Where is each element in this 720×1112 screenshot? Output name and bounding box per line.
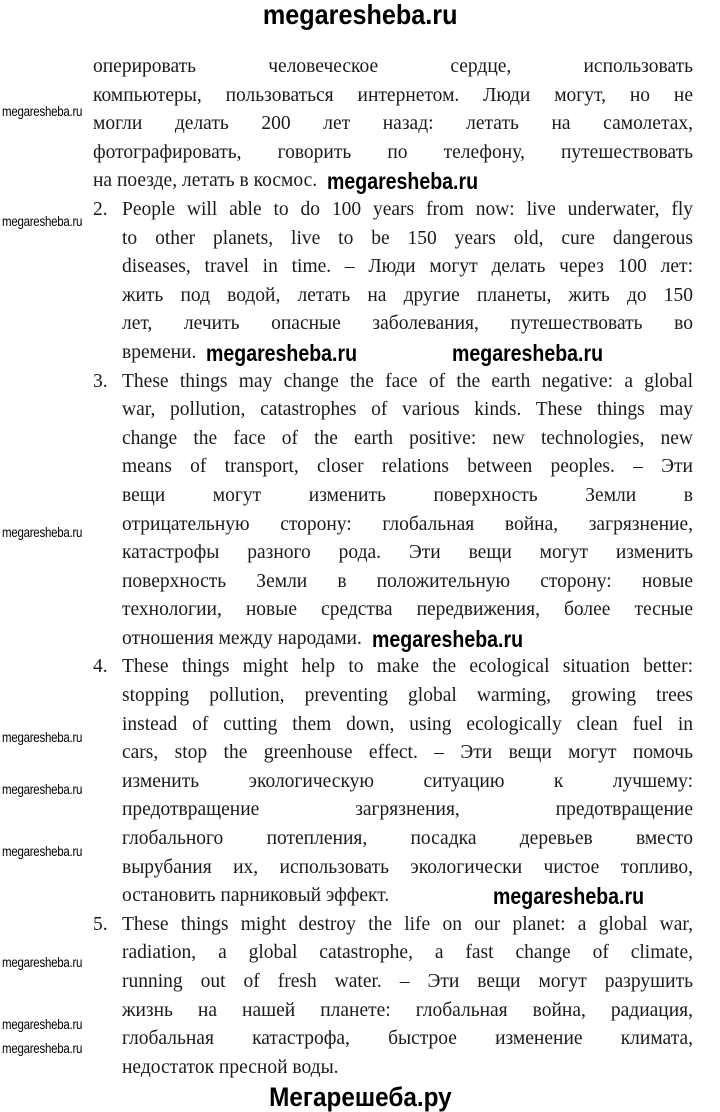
watermark: megaresheba.ru (2, 729, 83, 745)
text-line: diseases, travel in time. – Люди могут делать через 100 лет: (122, 256, 693, 278)
text-line: фотографировать, говорить по телефону, путешествовать (93, 141, 693, 163)
text-line: вещи могут изменить поверхность Земли в (122, 484, 693, 506)
list-item (93, 911, 693, 1083)
text-line: stopping pollution, preventing global warming, growing trees (122, 685, 693, 707)
text-line: лет, лечить опасные заболевания, путешествовать во (122, 313, 693, 335)
text-line: катастрофы разного рода. Эти вещи могут изменить (122, 542, 693, 564)
watermark: megaresheba.ru (493, 883, 645, 910)
watermark: megaresheba.ru (2, 103, 83, 119)
text-line: времени. (122, 341, 197, 363)
site-header (0, 0, 720, 30)
text-line: отрицательную сторону: глобальная война, загрязнение, (122, 513, 693, 535)
item-number: 5. (93, 913, 108, 935)
text-line: на поезде, летать в космос. (93, 170, 318, 192)
text-line: means of transport, closer relations between peoples. – Эти (122, 456, 693, 478)
text-line: отношения между народами. (122, 627, 362, 649)
text-line: предотвращение загрязнения, предотвращение (122, 799, 693, 821)
watermark: megaresheba.ru (327, 168, 479, 195)
watermark: megaresheba.ru (2, 843, 83, 859)
text-line: radiation, a global catastrophe, a fast change of climate, (122, 942, 693, 964)
text-line: war, pollution, catastrophes of various kinds. These things may (122, 399, 693, 421)
text-line: These things may change the face of the earth negative: a global (122, 370, 693, 392)
text-line: People will able to do 100 years from now: live underwater, fly (122, 198, 693, 220)
header-site-name: megaresheba.ru (262, 0, 458, 30)
text-line: поверхность Земли в положительную сторону: новые (122, 570, 693, 592)
text-line: оперировать человеческое сердце, использовать (93, 56, 693, 77)
text-line: глобальная катастрофа, быстрое изменение климата, (122, 1028, 693, 1050)
text-line: These things might help to make the ecological situation better: (122, 656, 693, 678)
text-line: недостаток пресной воды. (122, 1056, 339, 1078)
text-line: технологии, новые средства передвижения, более тесные (122, 599, 693, 621)
list-item (93, 368, 693, 654)
text-line: running out of fresh water. – Эти вещи могут разрушить (122, 971, 693, 992)
text-line: вырубания их, использовать экологически чистое топливо, (122, 856, 693, 878)
list-item (93, 653, 693, 910)
text-line: These things might destroy the life on our planet: a global war, (122, 913, 693, 935)
watermark: megaresheba.ru (2, 781, 83, 797)
watermark: megaresheba.ru (2, 213, 83, 229)
watermark: megaresheba.ru (206, 339, 358, 366)
watermark: megaresheba.ru (2, 1016, 83, 1032)
watermark: megaresheba.ru (452, 339, 604, 366)
text-line: to other planets, live to be 150 years old, cure dangerous (122, 227, 693, 249)
item-number: 4. (93, 656, 108, 678)
watermark: megaresheba.ru (2, 1040, 83, 1056)
watermark: megaresheba.ru (2, 524, 83, 540)
text-line: остановить парниковый эффект. (122, 885, 390, 907)
text-line: жить под водой, летать на другие планеты, жить до 150 (122, 284, 693, 306)
text-line: глобального потепления, посадка деревьев вместо (122, 828, 693, 850)
document-body (93, 53, 693, 1082)
watermark: megaresheba.ru (2, 954, 83, 970)
item-number: 3. (93, 370, 108, 392)
text-line: жизнь на нашей планете: глобальная война, радиация, (122, 999, 693, 1021)
footer-site-name: Мегарешеба.ру (268, 1082, 452, 1112)
text-line: instead of cutting them down, using ecologically clean fuel in (122, 713, 693, 735)
watermark: megaresheba.ru (371, 625, 523, 652)
item-number: 2. (93, 198, 108, 220)
text-line: компьютеры, пользоваться интернетом. Люди могут, но не (93, 84, 693, 106)
text-line: change the face of the earth positive: new technologies, new (122, 427, 693, 449)
text-line: cars, stop the greenhouse effect. – Эти вещи могут помочь (122, 742, 693, 764)
site-footer (0, 1084, 720, 1110)
text-line: изменить экологическую ситуацию к лучшему: (122, 770, 693, 792)
text-line: могли делать 200 лет назад: летать на самолетах, (93, 113, 693, 135)
